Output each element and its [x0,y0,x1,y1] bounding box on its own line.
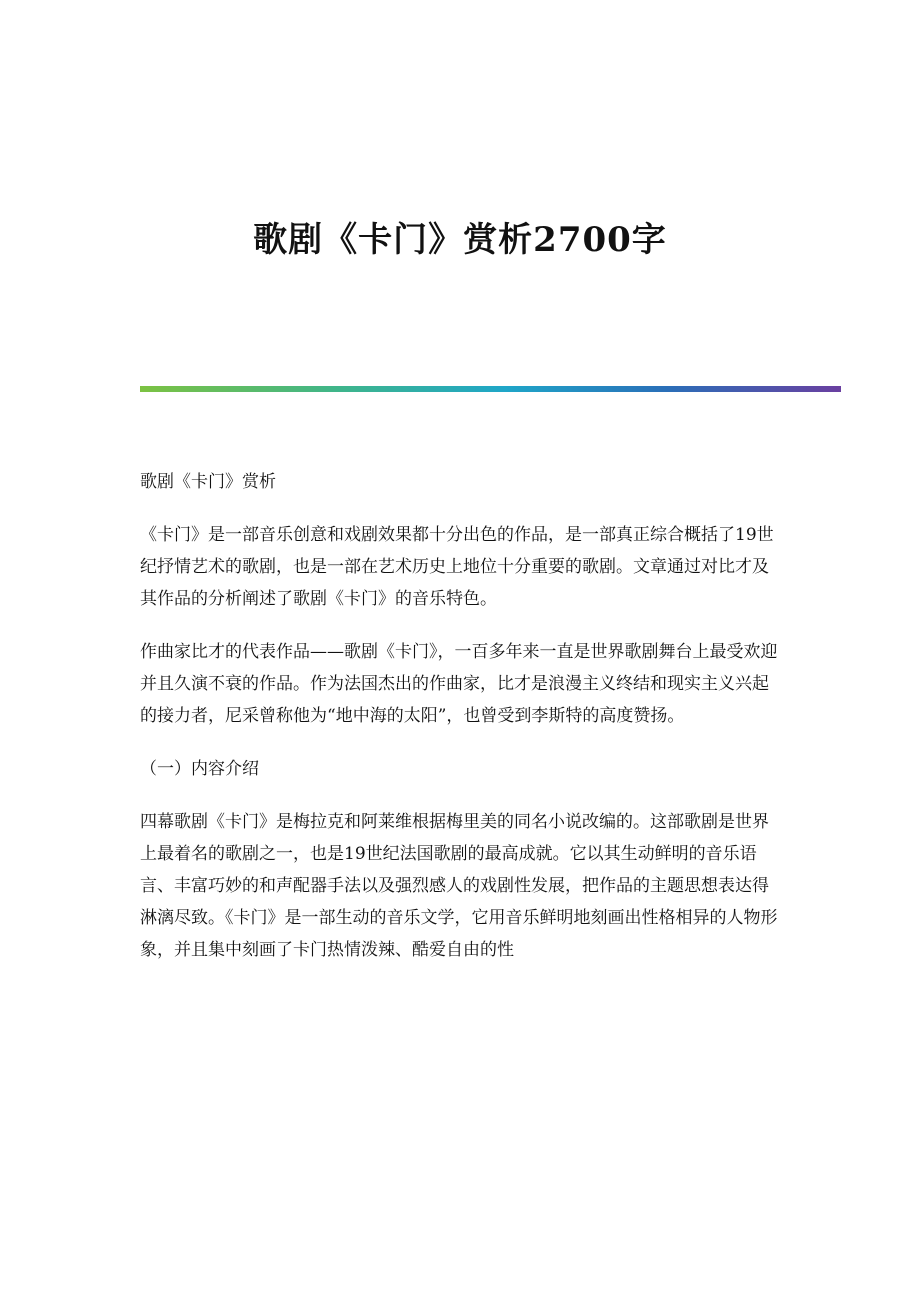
gradient-divider [140,386,841,392]
body-paragraph: 《卡门》是一部音乐创意和戏剧效果都十分出色的作品，是一部真正综合概括了19世纪抒情艺术的歌剧，也是一部在艺术历史上地位十分重要的歌剧。文章通过对比才及其作品的分析阐述了歌剧《卡门》的音乐特色。 [140,525,774,609]
body-paragraph: 四幕歌剧《卡门》是梅拉克和阿莱维根据梅里美的同名小说改编的。这部歌剧是世界上最着名的歌剧之一，也是19世纪法国歌剧的最高成就。它以其生动鲜明的音乐语言、丰富巧妙的和声配器手法以及强烈感人的戏剧性发展，把作品的主题思想表达得淋漓尽致。《卡门》是一部生动的音乐文学，它用音乐鲜明地刻画出性格相异的人物形象，并且集中刻画了卡门热情泼辣、酷爱自由的性 [140,812,778,960]
section-title: 歌剧《卡门》赏析 [140,472,276,492]
body-paragraph: 作曲家比才的代表作品——歌剧《卡门》，一百多年来一直是世界歌剧舞台上最受欢迎并且久演不衰的作品。作为法国杰出的作曲家，比才是浪漫主义终结和现实主义兴起的接力者，尼采曾称他为“地中海的太阳”，也曾受到李斯特的高度赞扬。 [140,642,778,726]
document-title: 歌剧《卡门》赏析2700字 [253,220,667,260]
subheading: （一）内容介绍 [140,759,259,779]
document-body [140,466,780,987]
